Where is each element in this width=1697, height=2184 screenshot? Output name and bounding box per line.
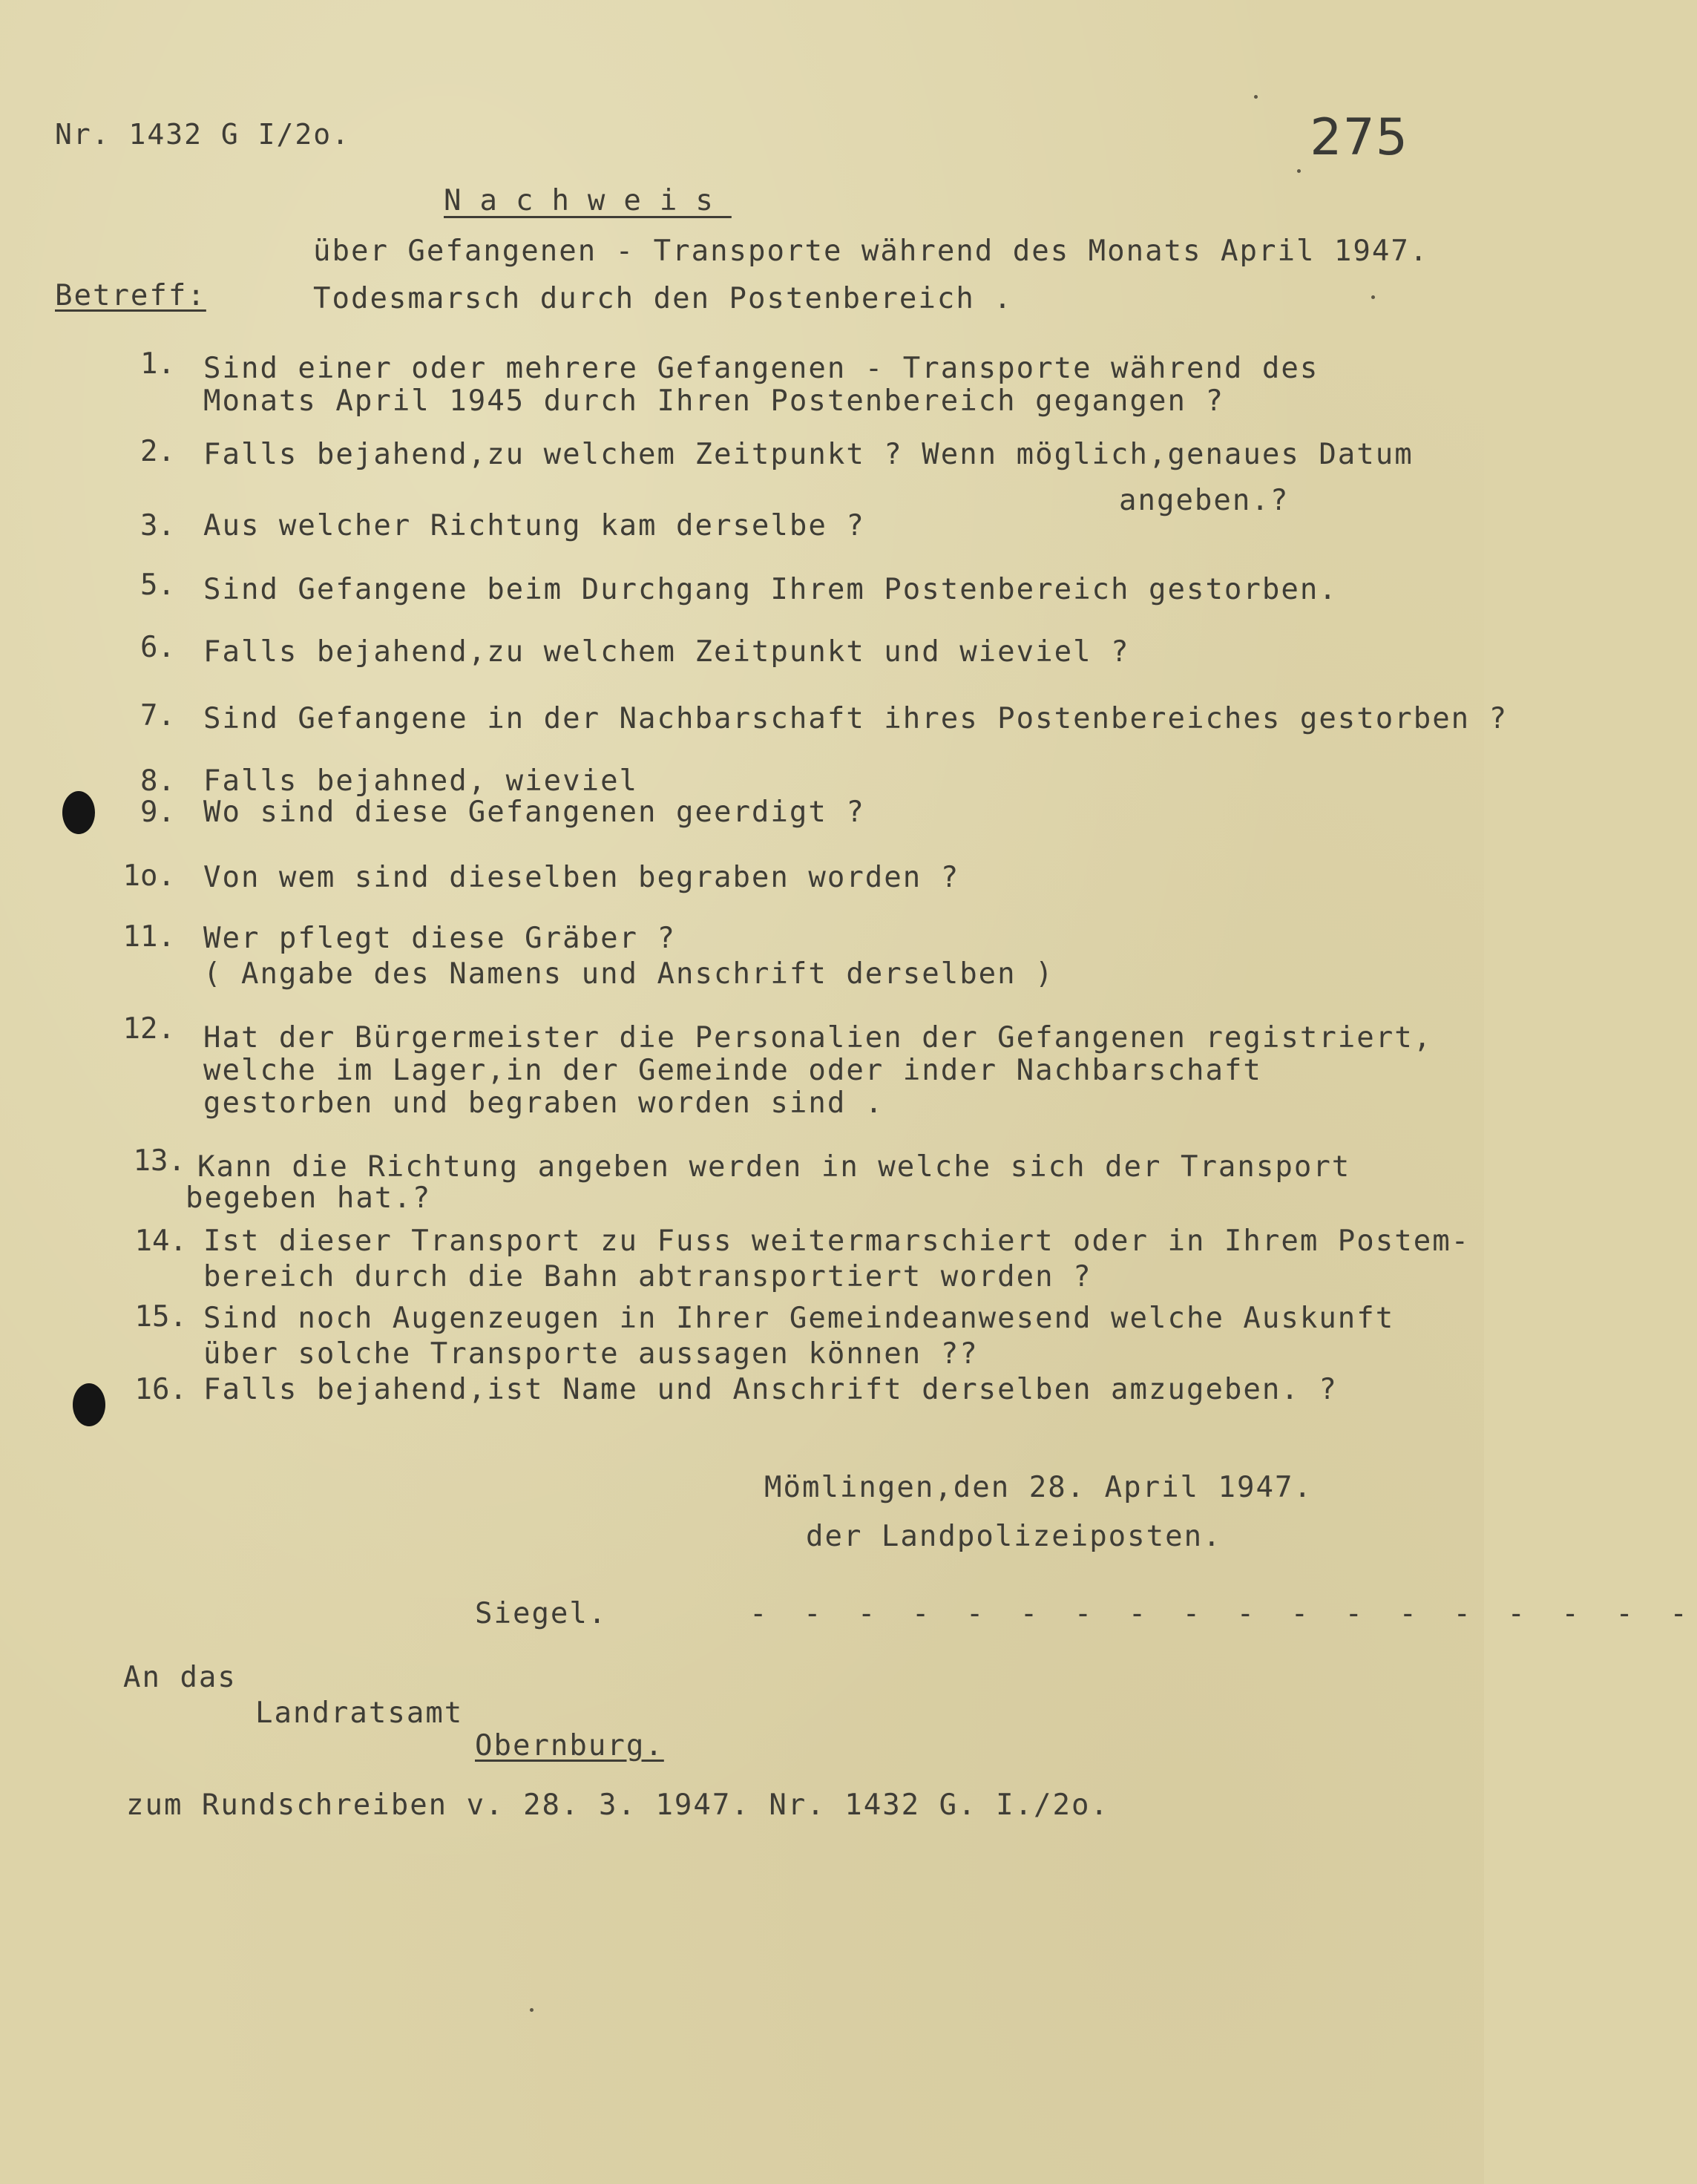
reference-number: Nr. 1432 G I/2o. xyxy=(55,118,351,151)
question-number: 8. xyxy=(140,764,175,798)
question-number: 16. xyxy=(134,1373,187,1406)
question-number: 3. xyxy=(140,509,175,542)
page-number: 275 xyxy=(1310,108,1408,167)
question-text: Falls bejahend,ist Name und Anschrift derselben amzugeben. ? xyxy=(203,1373,1338,1406)
question-text: Sind einer oder mehrere Gefangenen - Transporte während des xyxy=(203,352,1319,385)
question-number: 6. xyxy=(140,631,175,664)
question-text: Sind Gefangene beim Durchgang Ihrem Postenbereich gestorben. xyxy=(203,573,1338,606)
question-number: 15. xyxy=(134,1300,187,1334)
subject-text: Todesmarsch durch den Postenbereich . xyxy=(313,282,1013,315)
question-number: 2. xyxy=(140,435,175,468)
place-date: Mömlingen,den 28. April 1947. xyxy=(764,1471,1313,1504)
question-number: 1. xyxy=(140,347,175,381)
question-text: Ist dieser Transport zu Fuss weitermarschiert oder in Ihrem Postem- xyxy=(203,1224,1471,1258)
question-text: Hat der Bürgermeister die Personalien der Gefangenen registriert, xyxy=(203,1021,1433,1055)
question-number: 7. xyxy=(140,699,175,732)
question-text: Wer pflegt diese Gräber ? xyxy=(203,922,676,955)
ink-speck xyxy=(1297,169,1301,173)
question-text: gestorben und begraben worden sind . xyxy=(203,1086,884,1120)
question-number: 11. xyxy=(122,920,175,954)
question-text: Falls bejahend,zu welchem Zeitpunkt und wieviel ? xyxy=(203,635,1130,669)
question-text: über solche Transporte aussagen können ?? xyxy=(203,1337,979,1371)
question-number: 1o. xyxy=(122,859,175,893)
question-text: Falls bejahend,zu welchem Zeitpunkt ? Wenn möglich,genaues Datum xyxy=(203,438,1414,471)
punch-hole-icon xyxy=(73,1383,105,1426)
question-text: Von wem sind dieselben begraben worden ? xyxy=(203,861,960,894)
question-text: Sind Gefangene in der Nachbarschaft ihres Postenbereiches gestorben ? xyxy=(203,702,1509,735)
ink-speck xyxy=(1254,95,1258,99)
question-number: 9. xyxy=(140,796,175,829)
question-text: Aus welcher Richtung kam derselbe ? xyxy=(203,509,865,542)
question-number: 14. xyxy=(134,1224,187,1258)
question-text: bereich durch die Bahn abtransportiert worden ? xyxy=(203,1260,1092,1293)
ink-speck xyxy=(1371,295,1375,299)
recipient-line-2: Landratsamt xyxy=(255,1696,464,1730)
office-name: der Landpolizeiposten. xyxy=(806,1520,1222,1553)
question-text: ( Angabe des Namens und Anschrift derselben ) xyxy=(203,957,1054,991)
question-number: 5. xyxy=(140,568,175,602)
question-text: Sind noch Augenzeugen in Ihrer Gemeindeanwesend welche Auskunft xyxy=(203,1302,1395,1335)
subject-label: Betreff: xyxy=(55,279,206,312)
seal-label: Siegel. xyxy=(475,1597,608,1630)
signature-line: - - - - - - - - - - - - - - - - - - xyxy=(749,1597,1697,1630)
ink-speck xyxy=(530,2008,534,2012)
question-text: welche im Lager,in der Gemeinde oder inder Nachbarschaft xyxy=(203,1054,1262,1087)
recipient-line-1: An das xyxy=(123,1661,237,1694)
question-text: Kann die Richtung angeben werden in welche sich der Transport xyxy=(197,1150,1351,1184)
recipient-line-3: Obernburg. xyxy=(475,1729,664,1762)
question-text: begeben hat.? xyxy=(186,1181,432,1215)
document-subtitle: über Gefangenen - Transporte während des Monats April 1947. xyxy=(313,235,1429,268)
question-text: Monats April 1945 durch Ihren Postenbereich gegangen ? xyxy=(203,384,1224,418)
question-text: angeben.? xyxy=(1119,484,1290,517)
punch-hole-icon xyxy=(62,791,95,834)
question-number: 13. xyxy=(133,1144,186,1178)
question-text: Falls bejahned, wieviel xyxy=(203,764,639,798)
footer-reference: zum Rundschreiben v. 28. 3. 1947. Nr. 1432 G. I./2o. xyxy=(126,1788,1109,1822)
question-number: 12. xyxy=(122,1012,175,1046)
document-title: Nachweis xyxy=(444,184,732,217)
question-text: Wo sind diese Gefangenen geerdigt ? xyxy=(203,796,865,829)
